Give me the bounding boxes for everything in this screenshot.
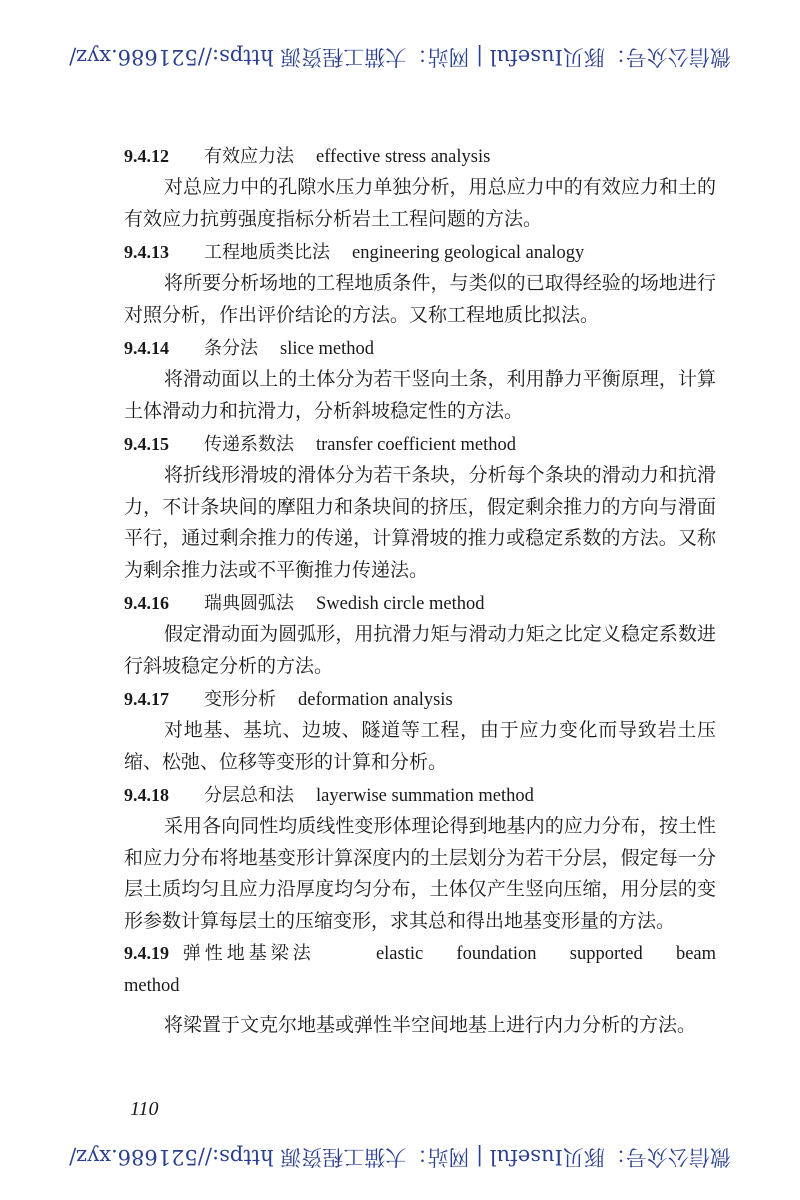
term-english: slice method (280, 339, 375, 359)
term-english: transfer coefficient method (316, 435, 516, 455)
term-heading (124, 428, 716, 460)
watermark-bottom: 微信公众号：豚贝Iuseful | 网站：大猫工程资源 https://521686.xyz/ (69, 1145, 731, 1169)
watermark-top: 微信公众号：豚贝Iuseful | 网站：大猫工程资源 https://521686.xyz/ (69, 45, 731, 69)
term-definition: 采用各向同性均质线性变形体理论得到地基内的应力分布，按土性和应力分布将地基变形计算深度内的土层划分为若干分层，假定每一分层土质均匀且应力沿厚度均匀分布，土体仅产生竖向压缩，用分层的变形参数计算每层土的压缩变形，求其总和得出地基变形量的方法。 (124, 815, 716, 932)
term-english: deformation analysis (298, 690, 453, 710)
term-definition: 对地基、基坑、边坡、隧道等工程，由于应力变化而导致岩土压缩、松弛、位移等变形的计算和分析。 (124, 719, 716, 773)
term-english: engineering geological analogy (352, 243, 585, 263)
term-number: 9.4.12 (124, 146, 169, 166)
term-chinese: 分层总和法 (204, 785, 294, 806)
term-english-word: beam (675, 944, 716, 964)
term-chinese: 有效应力法 (204, 146, 294, 167)
term-number: 9.4.14 (124, 338, 169, 358)
term-definition: 对总应力中的孔隙水压力单独分析，用总应力中的有效应力和土的有效应力抗剪强度指标分析岩土工程问题的方法。 (124, 176, 716, 230)
term-definition: 将折线形滑坡的滑体分为若干条块，分析每个条块的滑动力和抗滑力，不计条块间的摩阻力和条块间的挤压，假定剩余推力的方向与滑面平行，通过剩余推力的传递，计算滑坡的推力或稳定系数的方法。又称为剩余推力法或不平衡推力传递法。 (124, 464, 716, 581)
term-heading (124, 938, 716, 970)
term-entry (124, 938, 716, 1042)
term-english-word: foundation (456, 944, 537, 964)
term-entry (124, 587, 716, 682)
term-entry (124, 140, 716, 235)
term-english-continued: method (124, 976, 180, 996)
term-definition: 将梁置于文克尔地基或弹性半空间地基上进行内力分析的方法。 (164, 1014, 697, 1036)
term-entries (124, 140, 716, 937)
term-entry (124, 779, 716, 937)
term-chinese: 工程地质类比法 (204, 242, 330, 263)
term-english-word: elastic (375, 944, 424, 964)
term-number: 9.4.13 (124, 242, 169, 262)
term-number: 9.4.19 (124, 943, 169, 963)
term-chinese: 条分法 (204, 338, 258, 359)
term-entry (124, 332, 716, 427)
term-chinese: 传递系数法 (204, 434, 294, 455)
term-heading (124, 587, 716, 619)
term-number: 9.4.18 (124, 785, 169, 805)
term-definition: 假定滑动面为圆弧形，用抗滑力矩与滑动力矩之比定义稳定系数进行斜坡稳定分析的方法。 (124, 623, 716, 677)
term-heading (124, 779, 716, 811)
document-body (124, 140, 716, 1043)
term-entry (124, 683, 716, 778)
term-heading (124, 332, 716, 364)
term-definition: 将滑动面以上的土体分为若干竖向土条，利用静力平衡原理，计算土体滑动力和抗滑力，分析斜坡稳定性的方法。 (124, 368, 716, 422)
term-number: 9.4.16 (124, 593, 169, 613)
term-definition: 将所要分析场地的工程地质条件，与类似的已取得经验的场地进行对照分析，作出评价结论的方法。又称工程地质比拟法。 (124, 272, 716, 326)
term-entry (124, 428, 716, 586)
term-number: 9.4.17 (124, 689, 169, 709)
term-number: 9.4.15 (124, 434, 169, 454)
term-heading (124, 140, 716, 172)
page-number: 110 (130, 1098, 159, 1120)
term-english: layerwise summation method (316, 786, 534, 806)
term-english: effective stress analysis (316, 147, 491, 167)
term-chinese: 弹性地基梁法 (182, 943, 315, 964)
term-chinese: 变形分析 (204, 689, 276, 710)
term-heading (124, 683, 716, 715)
term-english-word: supported (569, 944, 643, 964)
term-chinese: 瑞典圆弧法 (204, 593, 294, 614)
term-heading (124, 236, 716, 268)
term-english: Swedish circle method (316, 594, 485, 614)
term-entry (124, 236, 716, 331)
